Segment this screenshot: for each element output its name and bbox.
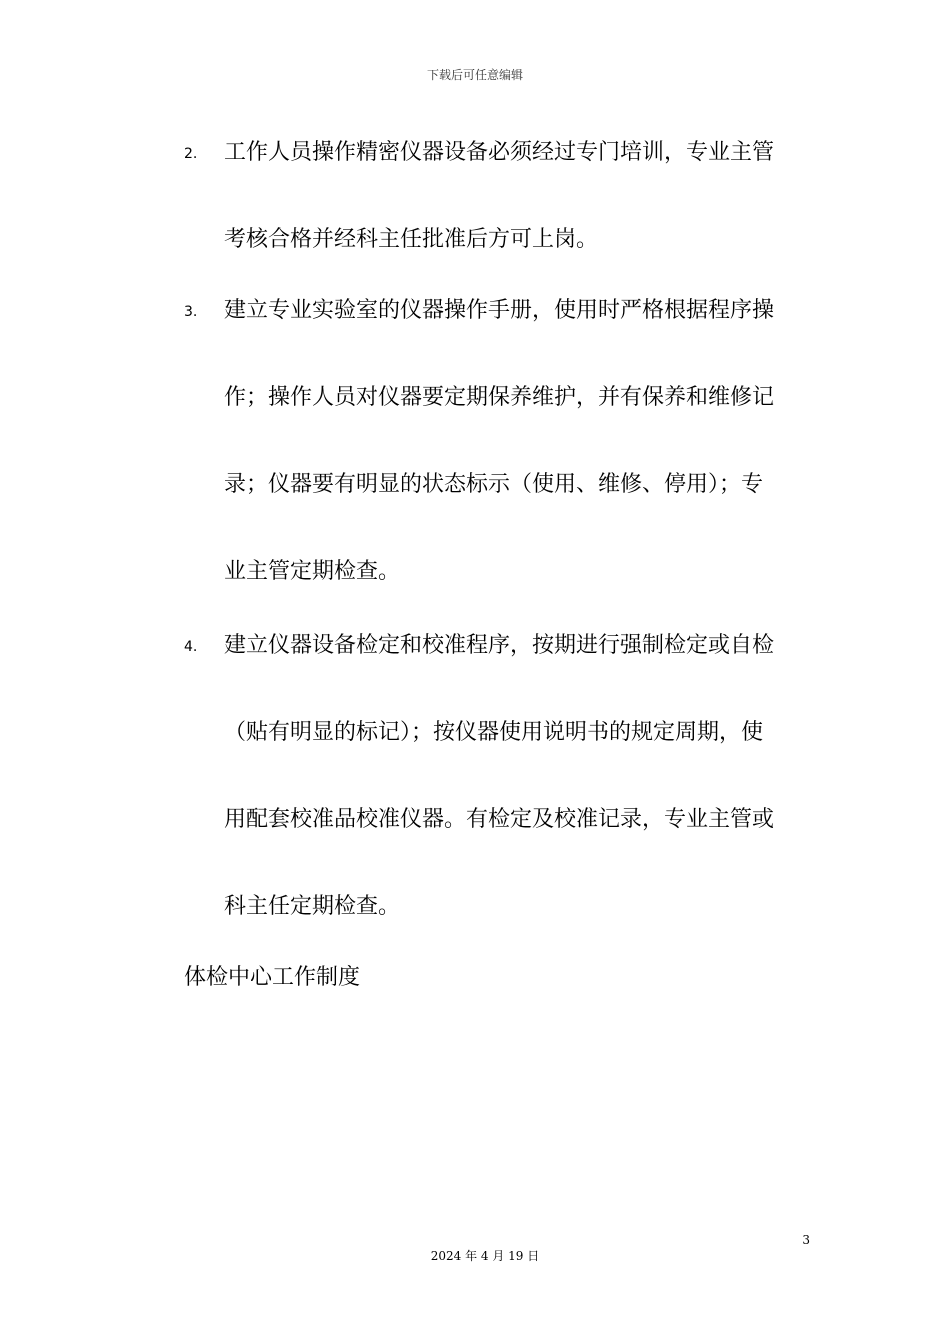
item-line: 业主管定期检查。: [224, 559, 401, 584]
item-line: 用配套校准品校准仪器。有检定及校准记录，专业主管或: [224, 807, 775, 832]
page-number: 3: [802, 1233, 810, 1247]
section-heading: 体检中心工作制度: [184, 965, 361, 990]
item-line: 考核合格并经科主任批准后方可上岗。: [224, 227, 599, 252]
item-number: 4.: [184, 639, 198, 655]
item-line: 工作人员操作精密仪器设备必须经过专门培训，专业主管: [224, 140, 775, 165]
item-number: 3.: [184, 304, 198, 320]
item-line: 建立专业实验室的仪器操作手册，使用时严格根据程序操: [224, 298, 775, 323]
item-line: 科主任定期检查。: [224, 894, 401, 919]
item-line: （贴有明显的标记）；按仪器使用说明书的规定周期，使: [224, 720, 764, 745]
footer-date: 2024 年 4 月 19 日: [430, 1249, 540, 1263]
header-note: 下载后可任意编辑: [426, 68, 523, 82]
item-number: 2.: [184, 146, 198, 162]
item-line: 录；仪器要有明显的状态标示（使用、维修、停用）；专: [224, 472, 764, 497]
item-line: 作；操作人员对仪器要定期保养维护，并有保养和维修记: [224, 385, 775, 410]
item-line: 建立仪器设备检定和校准程序，按期进行强制检定或自检: [224, 633, 775, 658]
